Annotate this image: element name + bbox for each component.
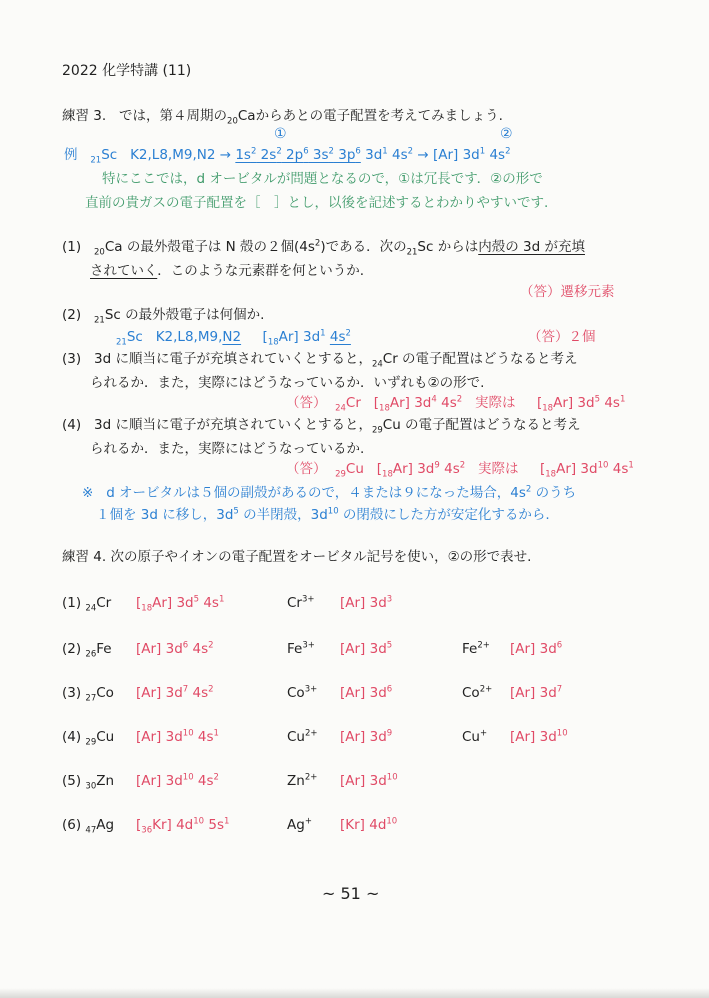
ion-1-label: $Co^{3+}$ [287, 684, 318, 701]
ion-2-configuration: [Ar] $3d^{10}$ [510, 728, 568, 745]
ion-2-label: Cu+ [462, 728, 488, 745]
circle-one-marker: ① [274, 126, 287, 142]
note-line-2: 直前の貴ガスの電子配置を［ ］とし，以後を記述するとわかりやすいです. [85, 195, 549, 211]
ion-1-configuration: [Ar] $3d^{10}$ [340, 772, 398, 789]
ion-1-configuration: [Kr] $4d^{10}$ [340, 816, 398, 833]
ion-2-configuration: [Ar] $3d^7$ [510, 684, 563, 701]
example-line: 例 $_{21}$Sc $K2,L8,M9,N2 \to 1s^2$ $2s^2$ $2p^6$ $3s^2$ $3p^6$ $3d^1$ $4s^2 \to [Ar]$ $3d^1$ $4s^2$ [64, 146, 511, 166]
stability-note-line-2: １個を 3d に移し，$3d^5$ の半閉殻，$3d^{10}$ の閉殻にした方が安定化するから. [96, 506, 550, 523]
element-configuration: [Ar] $3d^7$ $4s^2$ [136, 684, 214, 701]
ion-1-label: Ag+ [287, 816, 312, 833]
element-configuration: $[_{18}Ar]$ $3d^5$ $4s^1$ [136, 594, 225, 614]
ion-2-label: $Fe^{2+}$ [462, 640, 490, 657]
ion-1-label: $Cr^{3+}$ [287, 594, 315, 611]
question-3-answer: （答） $_{24}$Cr $[_{18}Ar]$ $3d^4$ $4s^2$ 実際は $[_{18}Ar]$ $3d^5$ $4s^1$ [286, 394, 626, 414]
ion-1-configuration: [Ar] $3d^5$ [340, 640, 393, 657]
ion-2-label: $Co^{2+}$ [462, 684, 493, 701]
ion-1-label: $Fe^{3+}$ [287, 640, 315, 657]
question-1-line-1: (1) $_{20}$Ca の最外殻電子は N 殻の２個$(4s^2)$である．次の$_{21}$Sc からは内殻の 3d が充填 [62, 238, 585, 258]
scan-bottom-edge [0, 988, 709, 998]
ion-1-label: $Cu^{2+}$ [287, 728, 318, 745]
element-configuration: [Ar] $3d^{10}$ $4s^1$ [136, 728, 219, 745]
element-configuration: $[_{36}Kr]$ $4d^{10}$ $5s^1$ [136, 816, 230, 836]
element-label: (4) $_{29}$Cu [62, 729, 115, 748]
question-2-line-1: (2) $_{21}$Sc の最外殻電子は何個か. [62, 307, 265, 326]
exercise-4-intro: 練習 4. 次の原子やイオンの電子配置をオービタル記号を使い，②の形で表せ. [62, 549, 532, 565]
stability-note-line-1: ※ d オービタルは５個の副殻があるので，４または９になった場合，$4s^2$ のうち [82, 484, 577, 501]
element-configuration: [Ar] $3d^{10}$ $4s^2$ [136, 772, 219, 789]
ion-1-configuration: [Ar] $3d^9$ [340, 728, 393, 745]
circle-two-marker: ② [500, 126, 513, 142]
question-4-answer: （答） $_{29}$Cu $[_{18}Ar]$ $3d^9$ $4s^2$ 実際は $[_{18}Ar]$ $3d^{10}$ $4s^1$ [286, 460, 634, 480]
full-configuration: $1s^2$ $2s^2$ $2p^6$ $3s^2$ $3p^6$ [235, 146, 361, 163]
element-label: (3) $_{27}$Co [62, 685, 114, 704]
header-title: 2022 化学特講 (11) [62, 63, 192, 79]
question-3-line-2: られるか．また，実際にはどうなっているか．いずれも②の形で. [90, 375, 485, 391]
element-label: (6) $_{47}$Ag [62, 817, 115, 836]
ion-1-configuration: [Ar] $3d^3$ [340, 594, 393, 611]
exercise-3-label: 練習 3. [62, 108, 107, 124]
exercise-3-intro: 練習 3. では，第４周期の$_{20}$Caからあとの電子配置を考えてみましょう. [62, 108, 503, 127]
ion-1-configuration: [Ar] $3d^6$ [340, 684, 393, 701]
question-1-answer: （答）遷移元素 [520, 284, 615, 300]
question-2-answer: （答）２個 [528, 329, 596, 345]
element-label: (1) $_{24}$Cr [62, 595, 112, 614]
element-configuration: [Ar] $3d^6$ $4s^2$ [136, 640, 214, 657]
question-4-line-2: られるか．また，実際にはどうなっているか. [90, 441, 365, 457]
exercise-4-label: 練習 4. [62, 549, 107, 565]
question-1-line-2: されていく．このような元素群を何というか. [90, 263, 365, 279]
short-configuration: [Ar] $3d^1$ $4s^2$ [432, 146, 511, 163]
question-2-line-2: $_{21}$Sc K2,L8,M9,N2 $[_{18}Ar]$ $3d^1$ $4s^2$ [116, 328, 351, 348]
element-label: (2) $_{26}$Fe [62, 641, 112, 660]
page-number: ~ 51 ~ [322, 884, 380, 903]
ion-2-configuration: [Ar] $3d^6$ [510, 640, 563, 657]
ion-1-label: $Zn^{2+}$ [287, 772, 318, 789]
note-line-1: 特にここでは，d オービタルが問題となるので，①は冗長です．②の形で [102, 171, 543, 187]
question-4-line-1: (4) 3d に順当に電子が充填されていくとすると，$_{29}$Cu の電子配置はどうなると考え [62, 417, 581, 436]
element-label: (5) $_{30}$Zn [62, 773, 115, 792]
question-3-line-1: (3) 3d に順当に電子が充填されていくとすると，$_{24}$Cr の電子配置はどうなると考え [62, 351, 578, 370]
